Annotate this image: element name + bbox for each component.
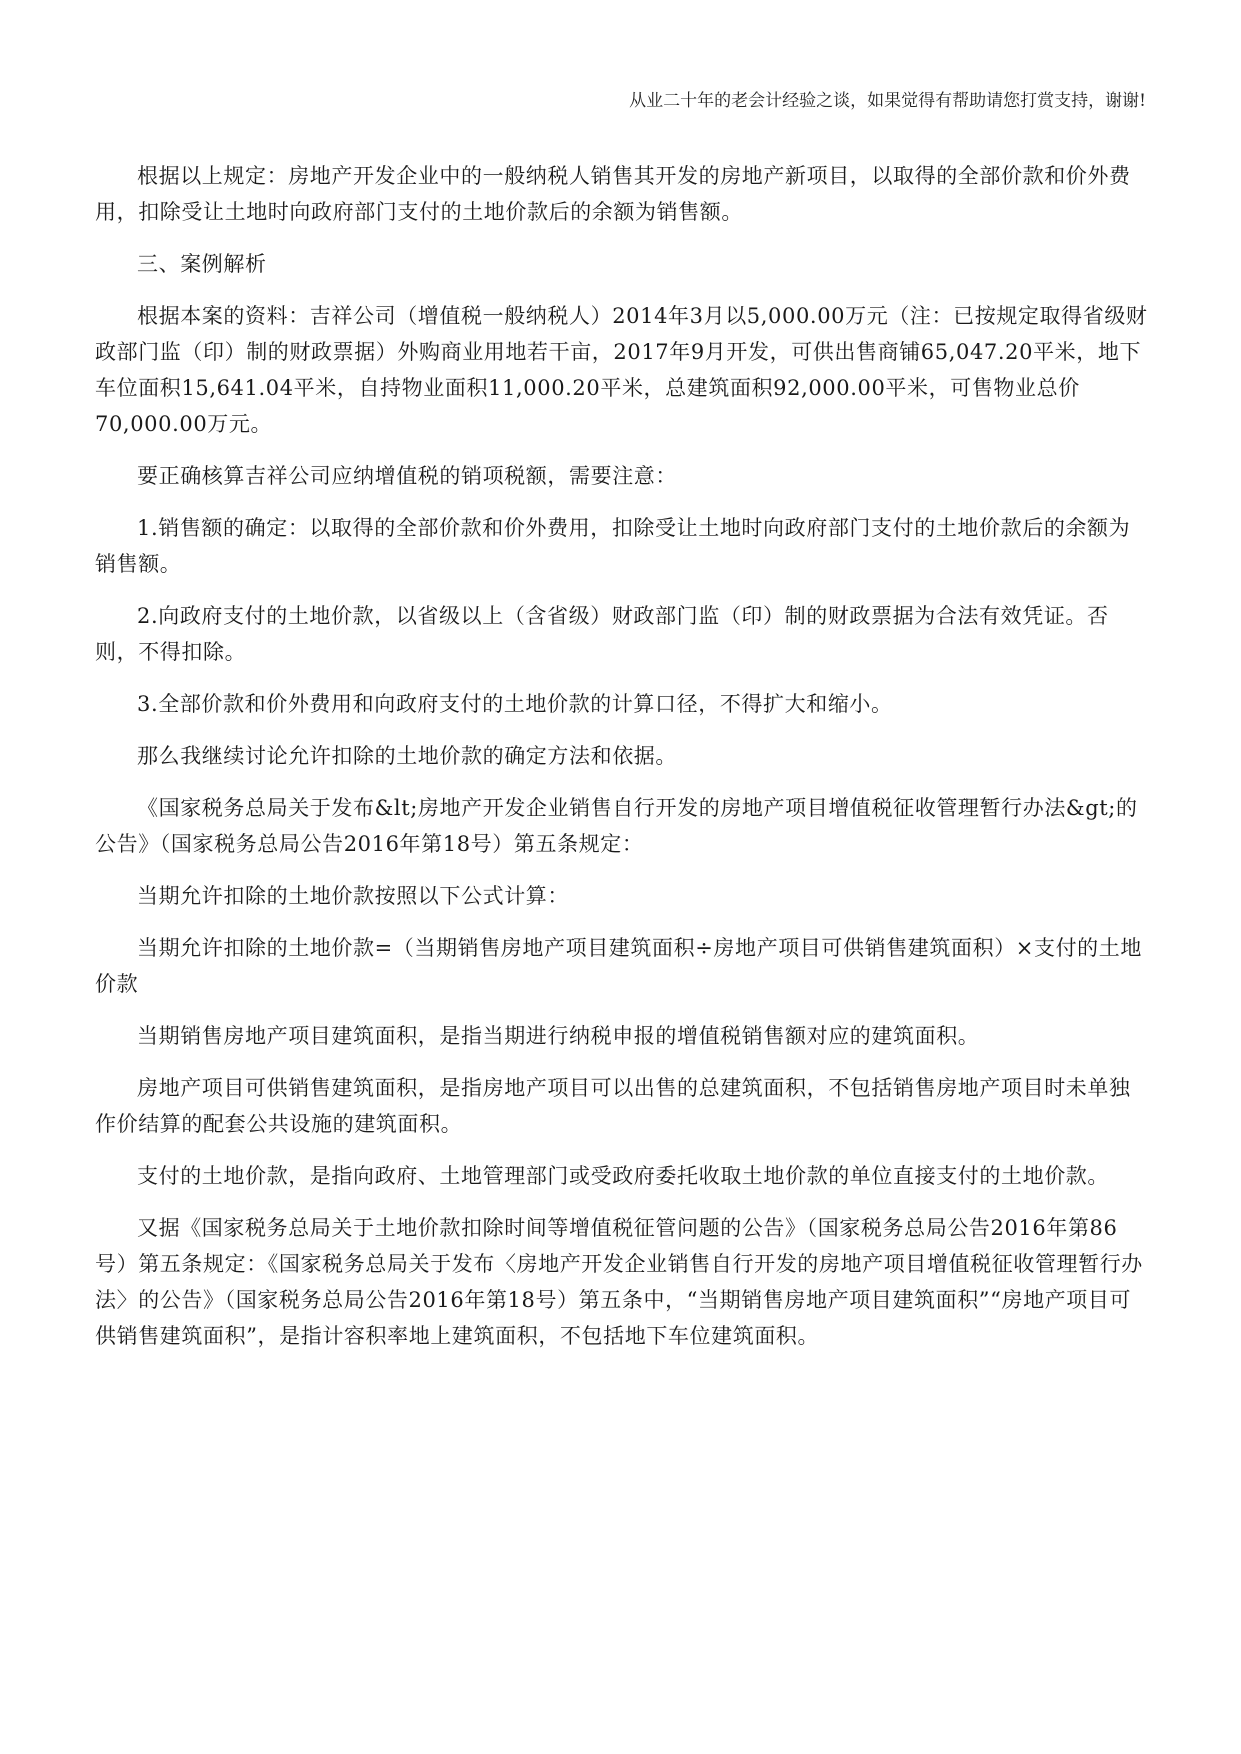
paragraph-announcement-86: 又据《国家税务总局关于土地价款扣除时间等增值税征管问题的公告》（国家税务总局公告2016年第86号）第五条规定：《国家税务总局关于发布〈房地产开发企业销售自行开发的房地产项目增值税征收管理暂行办法〉的公告》（国家税务总局公告2016年第18号）第五条中，“当期销售房地产项目建筑面积”“房地产项目可供销售建筑面积”，是指计容积率地上建筑面积，不包括地下车位建筑面积。 bbox=[95, 1216, 1143, 1348]
document-body bbox=[95, 158, 1150, 1370]
section-heading-case-analysis: 三、案例解析 bbox=[137, 252, 267, 276]
note-item-3: 3.全部价款和价外费用和向政府支付的土地价款的计算口径，不得扩大和缩小。 bbox=[137, 692, 893, 716]
paragraph-formula-intro: 当期允许扣除的土地价款按照以下公式计算： bbox=[137, 884, 569, 908]
paragraph-definition-sold-area: 当期销售房地产项目建筑面积，是指当期进行纳税申报的增值税销售额对应的建筑面积。 bbox=[137, 1024, 980, 1048]
paragraph-definition-saleable-area: 房地产项目可供销售建筑面积，是指房地产项目可以出售的总建筑面积，不包括销售房地产项目时未单独作价结算的配套公共设施的建筑面积。 bbox=[95, 1076, 1131, 1136]
paragraph-announcement-18: 《国家税务总局关于发布&lt;房地产开发企业销售自行开发的房地产项目增值税征收管理暂行办法&gt;的公告》（国家税务总局公告2016年第18号）第五条规定： bbox=[95, 796, 1138, 856]
header-note: 从业二十年的老会计经验之谈，如果觉得有帮助请您打赏支持，谢谢! bbox=[629, 91, 1146, 111]
paragraph-discussion: 那么我继续讨论允许扣除的土地价款的确定方法和依据。 bbox=[137, 744, 677, 768]
paragraph-formula: 当期允许扣除的土地价款=（当期销售房地产项目建筑面积÷房地产项目可供销售建筑面积）×支付的土地价款 bbox=[95, 936, 1142, 996]
paragraph-notes-intro: 要正确核算吉祥公司应纳增值税的销项税额，需要注意： bbox=[137, 464, 677, 488]
note-item-2: 2.向政府支付的土地价款，以省级以上（含省级）财政部门监（印）制的财政票据为合法有效凭证。否则，不得扣除。 bbox=[95, 604, 1109, 664]
paragraph-1: 根据以上规定：房地产开发企业中的一般纳税人销售其开发的房地产新项目，以取得的全部价款和价外费用，扣除受让土地时向政府部门支付的土地价款后的余额为销售额。 bbox=[95, 164, 1131, 224]
note-item-1: 1.销售额的确定：以取得的全部价款和价外费用，扣除受让土地时向政府部门支付的土地价款后的余额为销售额。 bbox=[95, 516, 1131, 576]
paragraph-definition-land-price: 支付的土地价款，是指向政府、土地管理部门或受政府委托收取土地价款的单位直接支付的土地价款。 bbox=[137, 1164, 1109, 1188]
paragraph-case-data: 根据本案的资料：吉祥公司（增值税一般纳税人）2014年3月以5,000.00万元（注：已按规定取得省级财政部门监（印）制的财政票据）外购商业用地若干亩，2017年9月开发，可供出售商铺65,047.20平米，地下车位面积15,641.04平米，自持物业面积11,000.20平米，总建筑面积92,000.00平米，可售物业总价70,000.00万元。 bbox=[95, 304, 1148, 436]
